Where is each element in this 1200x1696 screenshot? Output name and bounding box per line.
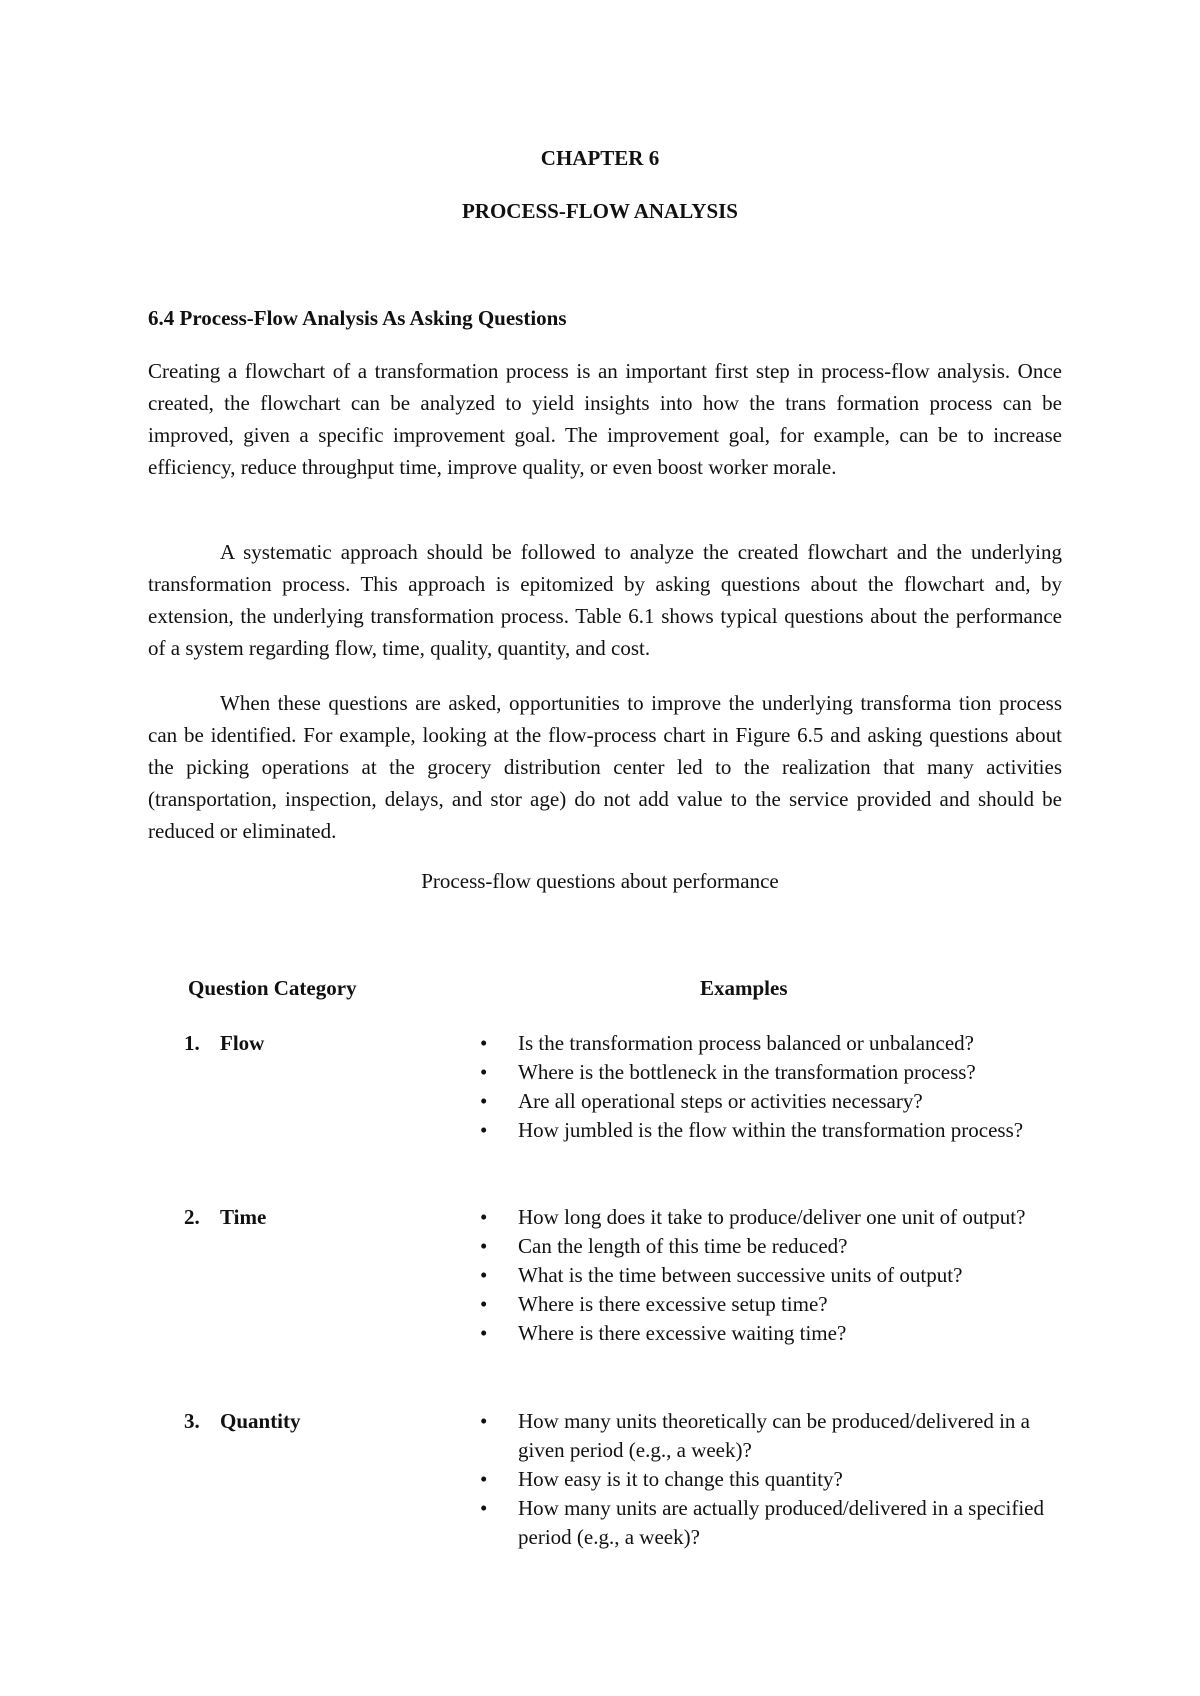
category-number: 3.: [184, 1409, 200, 1433]
category-number: 2.: [184, 1205, 200, 1229]
example-item: • How many units theoretically can be produced/delivered in a given period (e.g., a week)?: [480, 1407, 1080, 1465]
question-category-time: [184, 1205, 266, 1229]
example-item: • Is the transformation process balanced or unbalanced?: [480, 1029, 1080, 1058]
example-item: • How long does it take to produce/deliver one unit of output?: [480, 1203, 1080, 1232]
example-item: • Where is there excessive waiting time?: [480, 1319, 1080, 1348]
category-label: Flow: [220, 1031, 265, 1055]
question-category-flow: [184, 1031, 264, 1055]
example-item: • How many units are actually produced/delivered in a specified period (e.g., a week)?: [480, 1494, 1080, 1552]
example-item: • Where is there excessive setup time?: [480, 1290, 1080, 1319]
example-item: • How easy is it to change this quantity?: [480, 1465, 1080, 1494]
category-label: Quantity: [220, 1409, 301, 1433]
example-item: • What is the time between successive units of output?: [480, 1261, 1080, 1290]
paragraph-1: Creating a flowchart of a transformation process is an important first step in process-flow analysis. Once created, the flowchart can be analyzed to yield insights into how the trans formation process can be improved, given a specific improvement goal. The improvement goal, for example, can be to increase efficiency, reduce throughput time, improve quality, or even boost worker morale.: [148, 359, 1062, 479]
category-label: Time: [220, 1205, 267, 1229]
example-item: • Can the length of this time be reduced?: [480, 1232, 1080, 1261]
paragraph-3: When these questions are asked, opportunities to improve the underlying transforma tion process can be identified. For example, looking at the flow-process chart in Figure 6.5 and asking questions about the picking operations at the grocery distribution center led to the realization that many activities (transportation, inspection, delays, and stor age) do not add value to the service provided and should be reduced or eliminated.: [148, 691, 1062, 843]
question-category-quantity: [184, 1409, 301, 1433]
section-title: 6.4 Process-Flow Analysis As Asking Questions: [148, 306, 567, 330]
category-number: 1.: [184, 1031, 200, 1055]
chapter-title: PROCESS-FLOW ANALYSIS: [461, 199, 738, 223]
column-header-examples: Examples: [700, 976, 788, 1000]
examples-list-flow: [480, 1029, 1080, 1145]
chapter-heading: CHAPTER 6: [540, 146, 660, 170]
examples-list-quantity: [480, 1407, 1080, 1552]
example-item: • Are all operational steps or activities necessary?: [480, 1087, 1080, 1116]
example-item: • How jumbled is the flow within the transformation process?: [480, 1116, 1080, 1145]
examples-list-time: [480, 1203, 1080, 1348]
column-header-category: Question Category: [188, 976, 357, 1000]
table-caption: Process-flow questions about performance: [421, 869, 779, 893]
paragraph-2: A systematic approach should be followed to analyze the created flowchart and the underlying transformation process. This approach is epitomized by asking questions about the flowchart and, by extension, the underlying transformation process. Table 6.1 shows typical questions about the performance of a system regarding flow, time, quality, quantity, and cost.: [148, 540, 1062, 660]
example-item: • Where is the bottleneck in the transformation process?: [480, 1058, 1080, 1087]
